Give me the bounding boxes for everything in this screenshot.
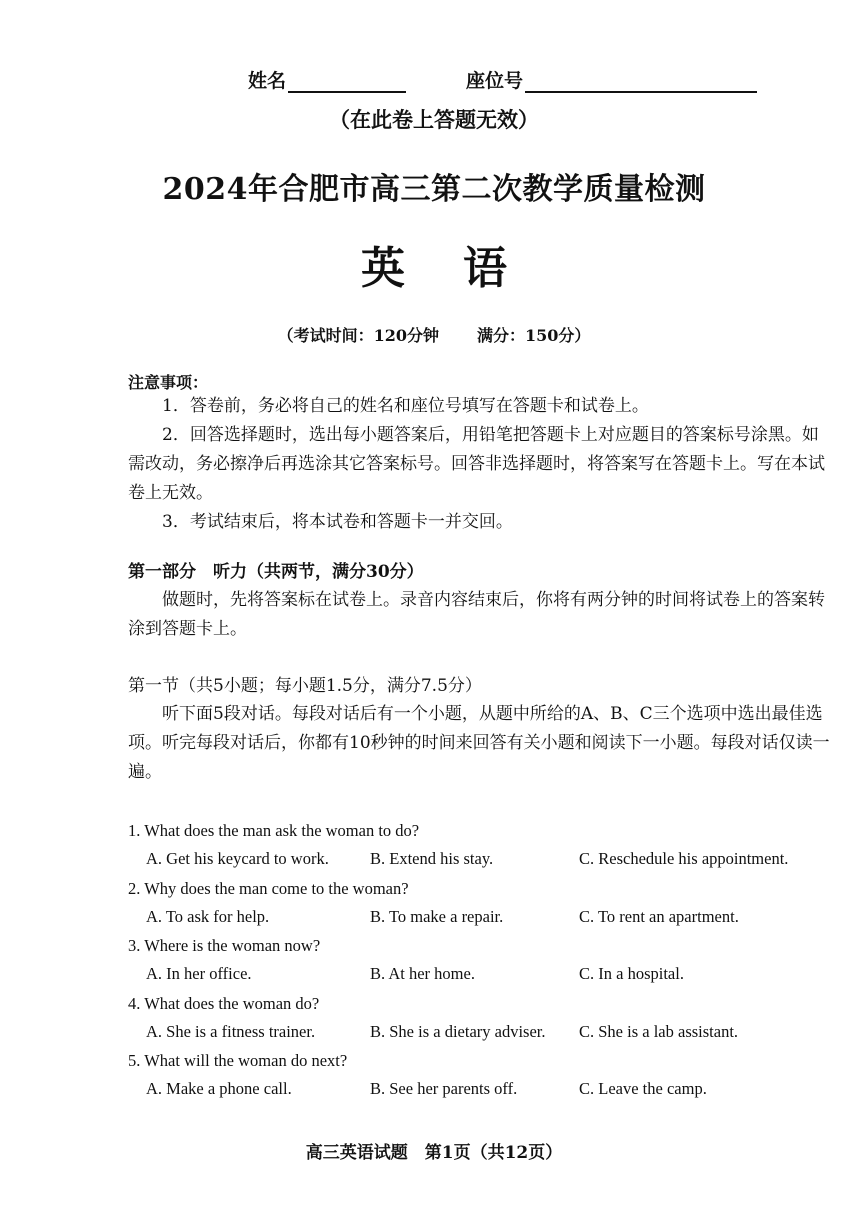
question-stem: 1. What does the man ask the woman to do? [128,821,420,840]
option-a: A. In her office. [146,964,252,984]
option-a: A. Make a phone call. [146,1079,292,1099]
question-stem: 5. What will the woman do next? [128,1051,348,1071]
part1-title: 第一部分 听力（共两节，满分30分） [128,562,424,582]
section1-title: 第一节（共5小题；每小题1.5分，满分7.5分） [128,676,482,696]
question-options [128,1075,834,1103]
exam-title: 2024年合肥市高三第二次教学质量检测 [162,172,706,207]
exam-info [0,323,868,346]
question-stem: 3. Where is the woman now? [128,936,321,956]
option-b: B. At her home. [370,964,475,984]
notice-item: 3．考试结束后，将本试卷和答题卡一并交回。 [162,512,513,532]
question-stem: 2. Why does the man come to the woman? [128,878,409,898]
notice-item: 1．答卷前，务必将自己的姓名和座位号填写在答题卡和试卷上。 [162,396,649,416]
question-item [128,931,834,989]
notice-title: 注意事项： [128,373,209,392]
notice-list [128,392,834,537]
question-item [128,989,834,1047]
page-footer: 高三英语试题 第1页（共12页） [305,1143,563,1163]
option-c: C. Leave the camp. [579,1079,707,1099]
subject-title: 英语 [361,243,565,294]
option-a: A. To ask for help. [146,906,270,926]
question-options [128,903,834,931]
question-list [128,816,834,1104]
question-options [128,960,834,988]
question-item [128,816,834,874]
option-a: A. Get his keycard to work. [146,849,329,868]
question-options [128,845,834,873]
name-label: 姓名 [248,70,287,92]
option-a: A. She is a fitness trainer. [146,1021,316,1041]
question-item [128,874,834,932]
option-b: B. To make a repair. [370,906,504,926]
exam-time: （考试时间：120分钟 [277,326,439,345]
option-b: B. She is a dietary adviser. [370,1021,546,1041]
question-options [128,1018,834,1046]
exam-score: 满分：150分） [477,326,591,345]
seat-field [466,66,757,93]
name-blank-line [288,73,406,93]
header-fields [248,66,757,93]
notice-item: 2．回答选择题时，选出每小题答案后，用铅笔把答题卡上对应题目的答案标号涂黑。如需改动，务必擦净后再选涂其它答案标号。回答非选择题时，将答案写在答题卡上。写在本试卷上无效。 [128,425,825,503]
part1-instruction-text: 做题时，先将答案标在试卷上。录音内容结束后，你将有两分钟的时间将试卷上的答案转涂到答题卡上。 [128,590,825,639]
seat-blank-line [525,73,757,93]
part1-instruction [128,586,834,644]
option-c: C. To rent an apartment. [579,906,739,926]
option-c: C. Reschedule his appointment. [579,849,789,868]
option-c: C. In a hospital. [579,964,684,984]
invalid-note: （在此卷上答题无效） [329,107,539,132]
option-b: B. Extend his stay. [370,849,494,868]
section1-instruction-text: 听下面5段对话。每段对话后有一个小题，从题中所给的A、B、C三个选项中选出最佳选项。听完每段对话后，你都有10秒钟的时间来回答有关小题和阅读下一小题。每段对话仅读一遍。 [128,704,830,782]
name-field [248,66,406,93]
question-item [128,1046,834,1104]
option-b: B. See her parents off. [370,1079,518,1099]
option-c: C. She is a lab assistant. [579,1021,739,1041]
section1-instruction [128,700,834,787]
question-stem: 4. What does the woman do? [128,993,320,1013]
seat-label: 座位号 [466,70,524,92]
